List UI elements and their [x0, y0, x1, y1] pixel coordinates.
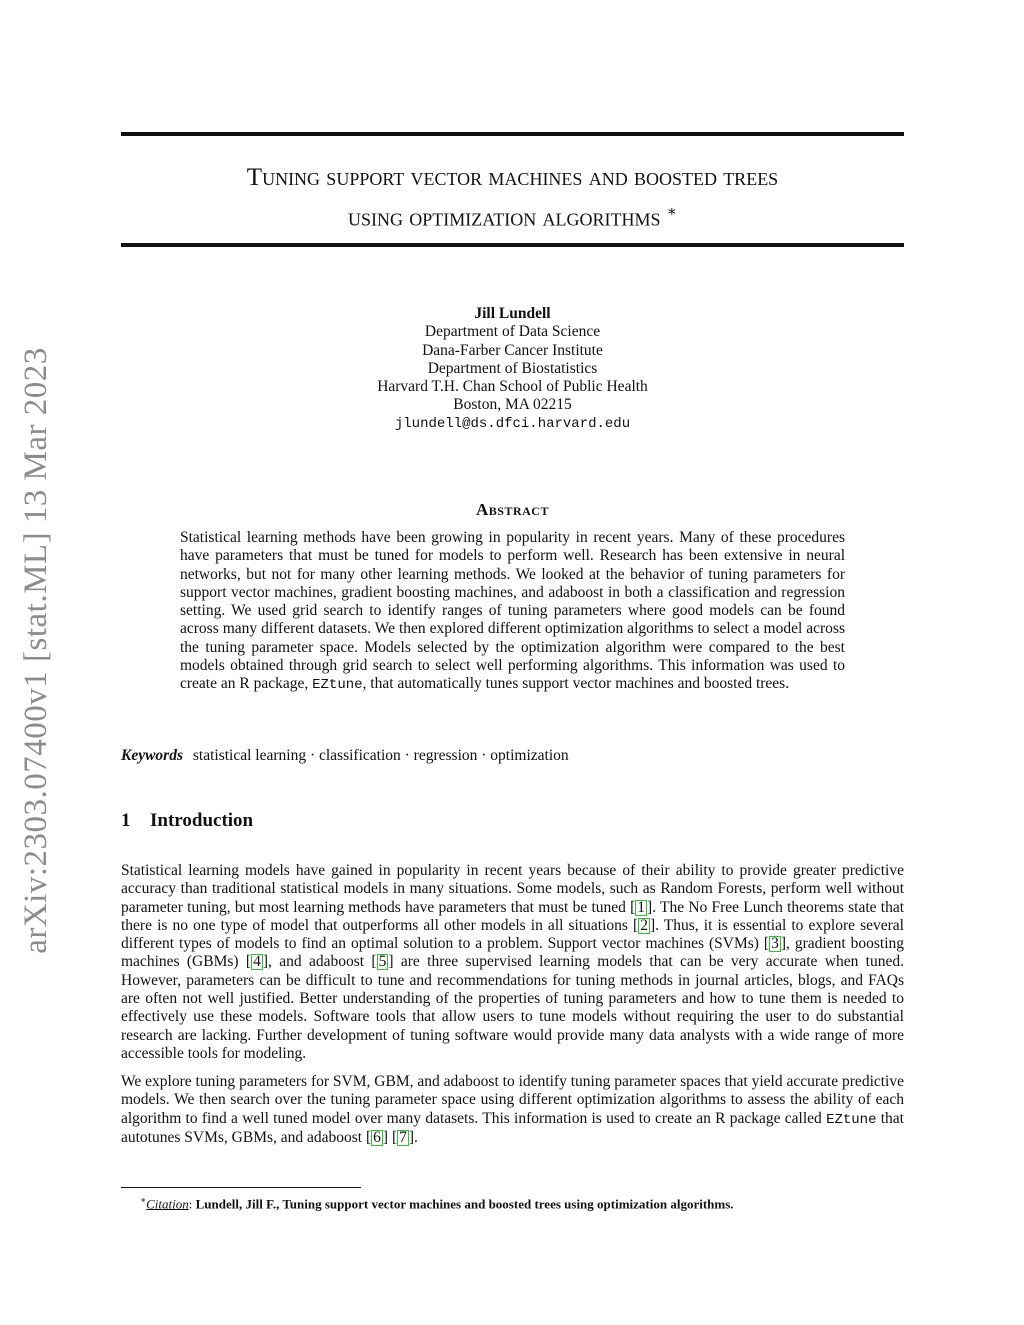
footnote-text: Lundell, Jill F., Tuning support vector machines and boosted trees using optimization algorithms. [195, 1196, 734, 1212]
abstract-body [180, 529, 845, 695]
section-title: Introduction [150, 810, 254, 831]
citation-link-7[interactable]: 7 [399, 1128, 407, 1146]
keywords-list: statistical learning · classification · regression · optimization [192, 747, 569, 764]
intro-p2-text-1: We explore tuning parameters for SVM, GBM, and adaboost to identify tuning parameter spaces that yield accurate predictive models. We then search over the tuning parameter space using different optimization algorithms to assess the ability of each algorithm to find a well tuned model over many datasets. This information is used to create an R package called [121, 1073, 904, 1127]
intro-p1-text-2: ]. The No Free Lunch theorems state that there is no one type of model that outperforms all other models in all situations [ [121, 898, 905, 934]
title-line-2 [121, 195, 904, 235]
intro-p2-text-3: ] [ [382, 1128, 398, 1146]
title-footnote-mark: ∗ [666, 204, 677, 220]
intro-p1-text-6: ] are three supervised learning models that can be very accurate when tuned. However, parameters can be difficult to tune and recommendations for tuning methods in journal articles, blogs, and FAQs are often not well justified. Better understanding of the properties of tuning parameters and how to tune them is needed to effectively use these models. Software tools that allow users to tune models without requiring the user to do substantial research are lacking. Further development of tuning software would provide many data analysts with a wide range of more accessible tools for modeling. [121, 953, 904, 1062]
intro-p2-text-2: that autotunes SVMs, GBMs, and adaboost [ [121, 1109, 904, 1146]
title-line-2-text: using optimization algorithms [348, 204, 661, 232]
title-line-1: Tuning support vector machines and boosted trees [246, 164, 779, 191]
footnote-rule [121, 1187, 361, 1188]
section-number: 1 [121, 810, 131, 831]
intro-p2-text-4: ]. [408, 1128, 418, 1146]
intro-p1-text-3: ]. Thus, it is essential to explore several different types of models to find an optimal solution to a problem. Support vector machines (SVMs) [ [121, 916, 904, 953]
abstract-text-end: , that automatically tunes support vector machines and boosted trees. [362, 675, 790, 693]
intro-p1-text-4: ], gradient boosting machines (GBMs) [ [121, 935, 905, 971]
author-location: Boston, MA 02215 [453, 396, 572, 414]
footnote-separator: : [188, 1196, 196, 1212]
citation-link-1[interactable]: 1 [637, 898, 646, 916]
citation-link-2[interactable]: 2 [640, 916, 648, 934]
author-affiliation-3: Department of Biostatistics [427, 359, 598, 377]
paper-title [121, 160, 904, 235]
title-top-rule [121, 132, 904, 136]
author-affiliation-4: Harvard T.H. Chan School of Public Health [377, 378, 648, 396]
footnote-label: Citation [146, 1196, 189, 1212]
citation-link-6[interactable]: 6 [373, 1128, 381, 1146]
intro-p1-text-5: ], and adaboost [ [262, 953, 377, 971]
section-heading-introduction [121, 810, 253, 832]
abstract-heading: Abstract [476, 500, 549, 519]
intro-p2-package-name: EZtune [826, 1111, 877, 1128]
author-block [121, 305, 904, 433]
intro-paragraph-1 [121, 862, 904, 1063]
arxiv-sidebar-stamp [9, 340, 64, 960]
title-bottom-rule [121, 243, 904, 247]
abstract-package-name: EZtune [312, 677, 363, 694]
footnote-mark: ∗ [140, 1195, 147, 1205]
author-name: Jill Lundell [474, 305, 551, 322]
keywords-line [121, 747, 904, 765]
keywords-label: Keywords [121, 747, 183, 764]
author-email[interactable]: jlundell@ds.dfci.harvard.edu [394, 415, 631, 432]
citation-link-4[interactable]: 4 [253, 953, 261, 971]
footnote-citation [140, 1192, 734, 1212]
intro-p1-text-1: Statistical learning models have gained in popularity in recent years because of their ability to provide greater predictive accuracy than traditional statistical models in many situations. Some models, such as Random Forests, perform well without parameter tuning, but most learning methods have parameters that must be tuned [ [121, 862, 904, 916]
citation-link-3[interactable]: 3 [771, 935, 779, 953]
author-affiliation-1: Department of Data Science [424, 323, 601, 341]
intro-paragraph-2 [121, 1073, 904, 1147]
arxiv-id-label: arXiv:2303.07400v1 [stat.ML] 13 Mar 2023 [18, 346, 54, 954]
citation-link-5[interactable]: 5 [378, 953, 387, 971]
author-affiliation-2: Dana-Farber Cancer Institute [422, 341, 603, 359]
abstract-text-main: Statistical learning methods have been growing in popularity in recent years. Many of these procedures have parameters that must be tuned for models to perform well. Research has been extensive in neural networks, but not for many other learning methods. We looked at the behavior of tuning parameters for support vector machines, gradient boosting machines, and adaboost in both a classification and regression setting. We used grid search to identify ranges of tuning parameters where good models can be found across many different datasets. We then explored different optimization algorithms to select a model across the tuning parameter space. Models selected by the optimization algorithm were compared to the best models obtained through grid search to select well performing algorithms. This information was used to create an R package, [180, 529, 845, 693]
